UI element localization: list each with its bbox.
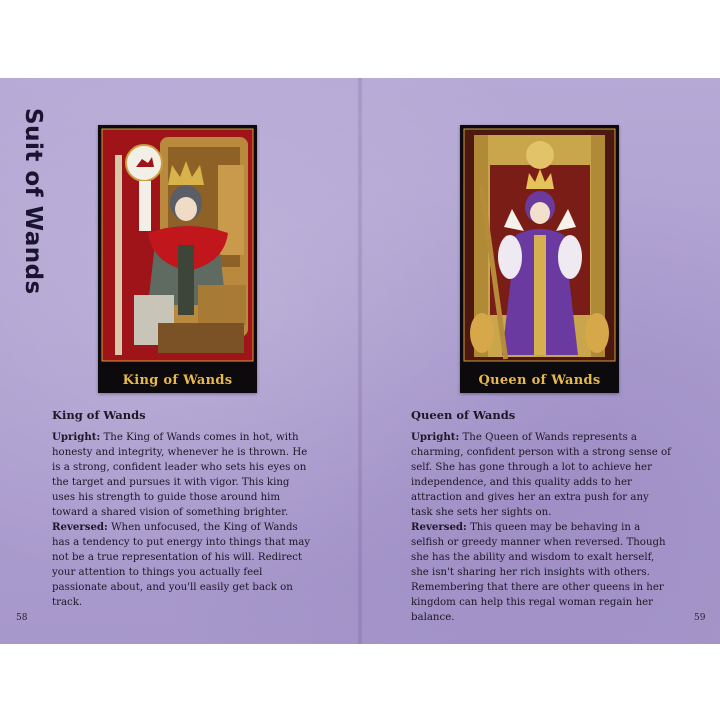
reversed-text: This queen may be behaving in a selfish or greedy manner when reversed. Though she has the ability and wisdom to exalt herself, she isn't sharing her rich insights with others. Remembering that there are other queens in her kingdom can help this regal woman regain her balance. [411, 522, 666, 623]
king-of-wands-entry [52, 408, 314, 610]
upright-paragraph [52, 430, 314, 520]
queen-of-wands-entry [411, 408, 673, 625]
page-number-right: 59 [694, 613, 706, 623]
queen-of-wands-card [460, 125, 619, 393]
reversed-text: When unfocused, the King of Wands has a tendency to put energy into things that may not be a true representation of his will. Redirect your attention to things you actually feel passionate about, and you'll easily get back on track. [52, 522, 311, 608]
king-card-illustration [98, 125, 257, 393]
queen-card-caption: Queen of Wands [478, 373, 601, 388]
reversed-paragraph [52, 520, 314, 610]
entry-heading: Queen of Wands [411, 408, 516, 422]
upright-text: The King of Wands comes in hot, with honesty and integrity, whenever he is thrown. He is a strong, confident leader who sets his eyes on the target and pursues it with vigor. This king uses his strength to guide those around him toward a shared vision of something brighter. [52, 432, 308, 518]
book-gutter [357, 78, 363, 644]
upright-label: Upright: [411, 431, 460, 443]
upright-label: Upright: [52, 431, 101, 443]
upright-paragraph [411, 430, 673, 520]
reversed-paragraph [411, 520, 673, 625]
entry-heading: King of Wands [52, 408, 146, 422]
king-card-caption: King of Wands [122, 373, 233, 388]
king-of-wands-card [98, 125, 257, 393]
reversed-label: Reversed: [411, 521, 467, 533]
suit-title: Suit of Wands [20, 108, 46, 295]
upright-text: The Queen of Wands represents a charming, confident person with a strong sense of self. She has gone through a lot to achieve her independence, and this quality adds to her attraction and gives her an extra push for any task she sets her sights on. [411, 432, 671, 518]
book-spread [0, 78, 720, 644]
reversed-label: Reversed: [52, 521, 108, 533]
queen-card-illustration [460, 125, 619, 393]
page-number-left: 58 [16, 613, 28, 623]
